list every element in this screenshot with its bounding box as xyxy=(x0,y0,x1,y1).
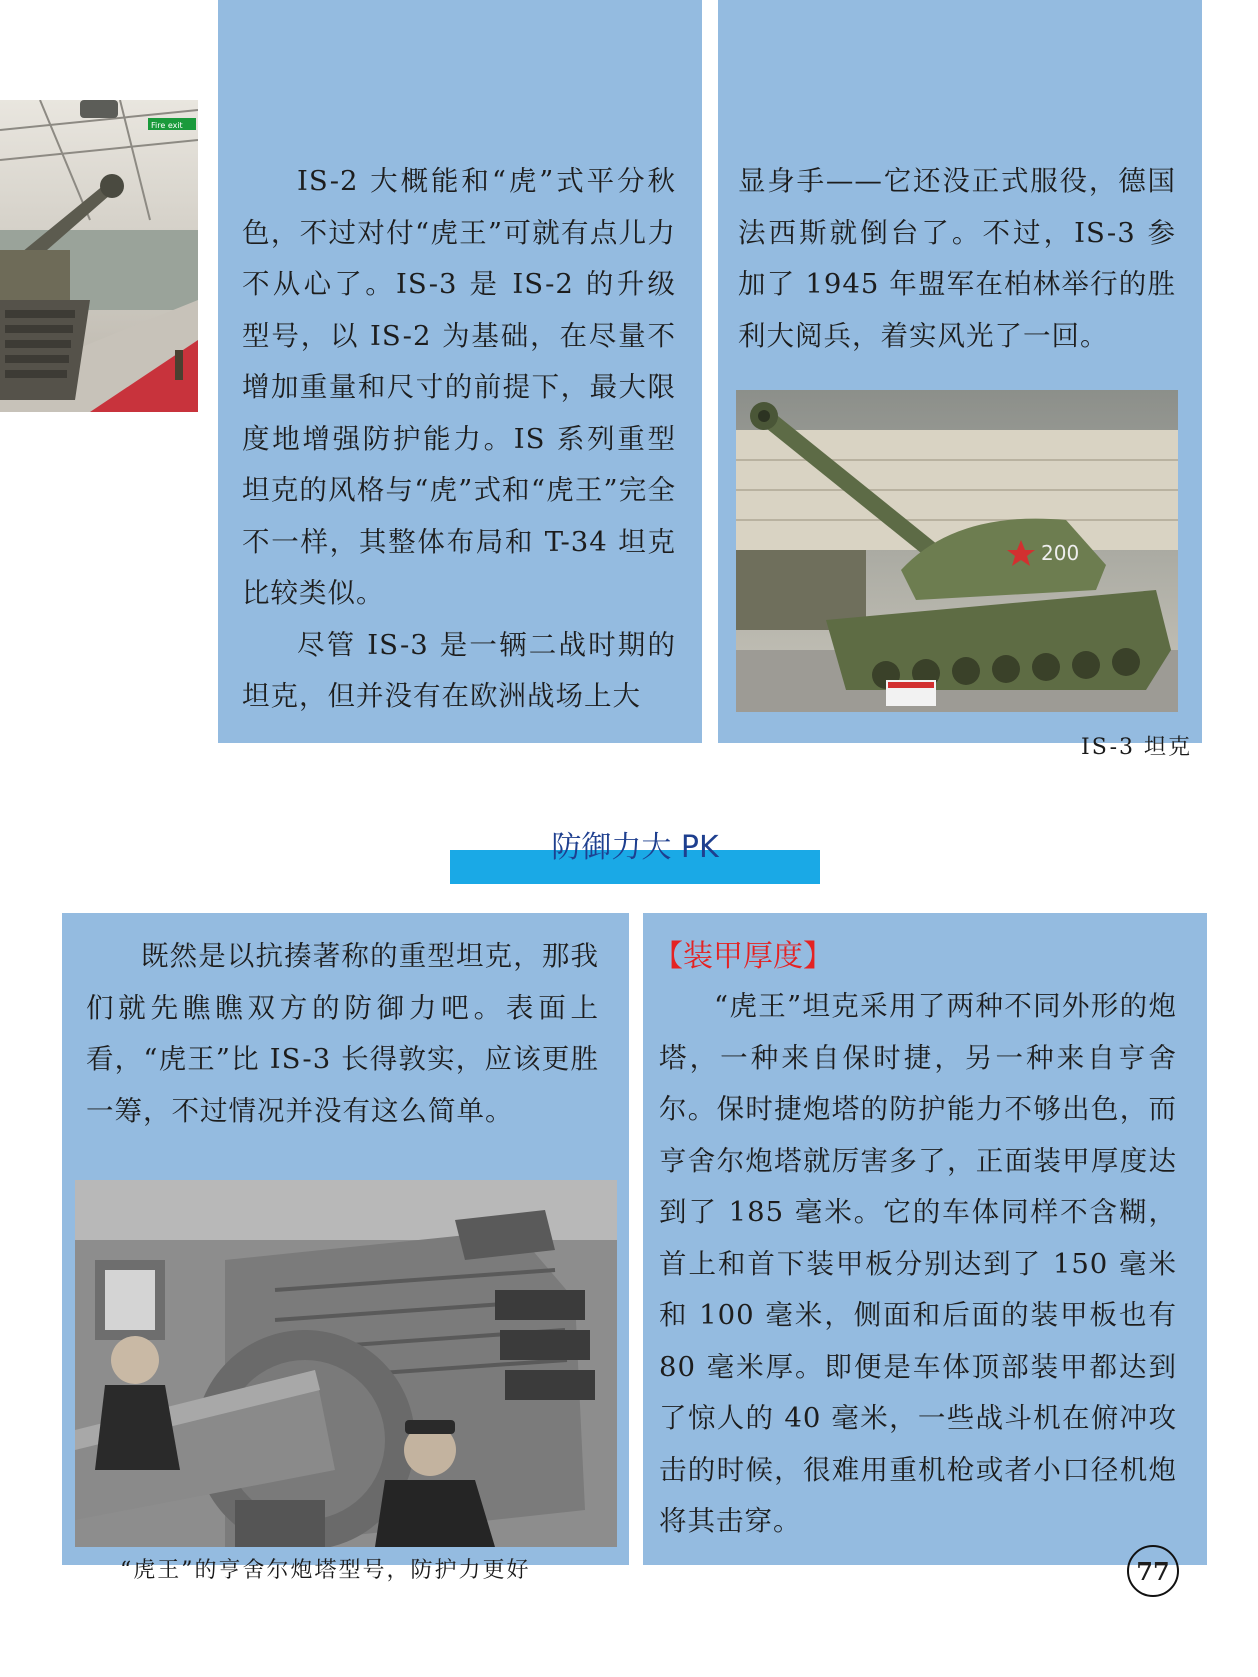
king-tiger-photo-caption: “虎王”的亨舍尔炮塔型号，防护力更好 xyxy=(120,1558,531,1583)
top-left-text-panel xyxy=(218,0,702,743)
is2-comparison-paragraph: IS-2 大概能和“虎”式平分秋色，不过对付“虎王”可就有点儿力不从心了。IS-3 是 IS-2 的升级型号，以 IS-2 为基础，在尽量不增加重量和尺寸的前提下，最大限度地增强防护能力。IS 系列重型坦克的风格与“虎”式和“虎王”完全不一样，其整体布局和 T-34 坦克比较类似。 xyxy=(242,165,676,609)
armor-thickness-heading: 【装甲厚度】 xyxy=(653,939,833,974)
is3-war-paragraph: 尽管 IS-3 是一辆二战时期的坦克，但并没有在欧洲战场上大 xyxy=(242,628,676,712)
fire-exit-sign: Fire exit xyxy=(151,121,183,130)
page-number: 77 xyxy=(1127,1545,1179,1597)
museum-tank-photo xyxy=(0,100,198,412)
victory-parade-paragraph: 显身手——它还没正式服役，德国法西斯就倒台了。不过，IS-3 参加了 1945 年盟军在柏林举行的胜利大阅兵，着实风光了一回。 xyxy=(738,165,1176,352)
is3-tank-photo xyxy=(736,390,1178,712)
king-tiger-turret-photo xyxy=(75,1180,617,1547)
bottom-right-text-panel xyxy=(643,913,1207,1565)
defense-intro-paragraph: 既然是以抗揍著称的重型坦克，那我们就先瞧瞧双方的防御力吧。表面上看，“虎王”比 IS-3 长得敦实，应该更胜一筹，不过情况并没有这么简单。 xyxy=(86,940,599,1127)
is3-photo-caption: IS-3 坦克 xyxy=(1081,735,1192,760)
armor-thickness-paragraph: “虎王”坦克采用了两种不同外形的炮塔，一种来自保时捷，另一种来自亨舍尔。保时捷炮塔的防护能力不够出色，而亨舍尔炮塔就厉害多了，正面装甲厚度达到了 185 毫米。它的车体同样不含糊，首上和首下装甲板分别达到了 150 毫米和 100 毫米，侧面和后面的装甲板也有 80 毫米厚。即便是车体顶部装甲都达到了惊人的 40 毫米，一些战斗机在俯冲攻击的时候，很难用重机枪或者小口径机炮将其击穿。 xyxy=(659,990,1177,1537)
section-title: 防御力大 PK xyxy=(551,830,719,865)
turret-number: 200 xyxy=(1041,541,1080,565)
